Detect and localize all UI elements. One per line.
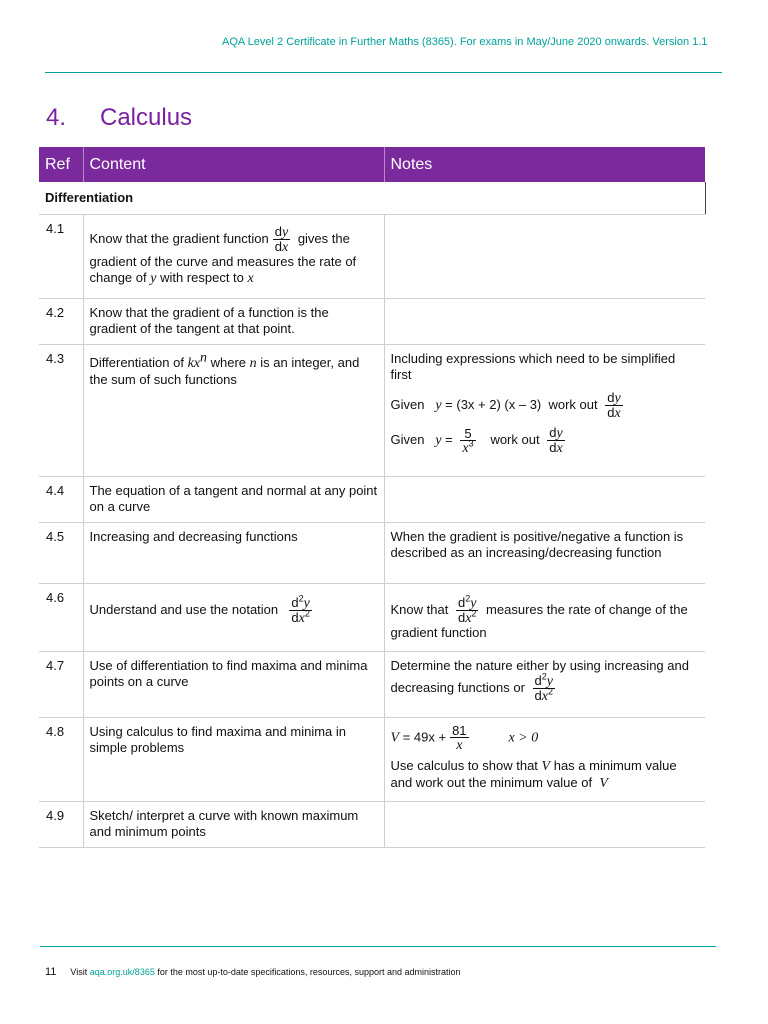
specification-table [39,147,706,848]
row-content: Increasing and decreasing functions [83,523,384,584]
row-content: Sketch/ interpret a curve with known maximum and minimum points [83,802,384,848]
table-subheading-row [39,182,705,215]
footer-link[interactable]: aqa.org.uk/8365 [89,967,155,977]
row-notes: V = 49x + $\frac{81}{x}$ x > 0 Use calculus to show that V has a minimum value and work out the minimum value of V [384,718,705,802]
row-notes [384,477,705,523]
row-ref: 4.7 [39,652,83,718]
row-notes: Know that $\frac{d^2y}{dx^2}$ measures the rate of change of the gradient function [384,584,705,652]
table-row [39,802,705,848]
dy-dx-fraction: $\frac{dy}{dx}$ [274,224,289,255]
footer-text: for the most up-to-date specifications, resources, support and administration [157,967,461,977]
section-number: 4. [46,104,67,131]
header-divider [45,72,722,73]
section-title [46,104,192,132]
footer-visit: Visit [70,967,88,977]
subheading-differentiation: Differentiation [39,182,705,215]
row-ref: 4.4 [39,477,83,523]
header-content: Content [83,147,384,182]
81-over-x-fraction: $\frac{81}{x}$ [452,723,467,753]
row-content: The equation of a tangent and normal at any point on a curve [83,477,384,523]
row-content: Know that the gradient of a function is the gradient of the tangent at that point. [83,299,384,345]
table-row [39,477,705,523]
table-header-row [39,147,705,182]
dy-dx-fraction: $\frac{dy}{dx}$ [607,390,621,421]
table-row [39,345,705,477]
row-notes: When the gradient is positive/negative a function is described as an increasing/decreasing function [384,523,705,584]
row-notes: Determine the nature either by using increasing and decreasing functions or $\frac{d^2y}{dx^2}$ [384,652,705,718]
row-ref: 4.3 [39,345,83,477]
page-footer [45,966,461,978]
header-notes: Notes [384,147,705,182]
row-content: Understand and use the notation $\frac{d^2y}{dx^2}$ [83,584,384,652]
row-content: Using calculus to find maxima and minima in simple problems [83,718,384,802]
row-ref: 4.1 [39,215,83,299]
page-number: 11 [45,966,57,978]
row-ref: 4.9 [39,802,83,848]
d2y-dx2-fraction: $\frac{d^2y}{dx^2}$ [291,593,310,626]
document-header: AQA Level 2 Certificate in Further Maths (8365). For exams in May/June 2020 onwards. Version 1.1 [222,36,708,48]
table-row [39,523,705,584]
table-row [39,215,705,299]
footer-divider [40,946,716,947]
table-row [39,718,705,802]
d2y-dx2-fraction: $\frac{d^2y}{dx^2}$ [534,671,554,704]
row-content: Know that the gradient function $\frac{dy}{dx}$ gives the gradient of the curve and measures the rate of change of y with respect to x [83,215,384,299]
dy-dx-fraction: $\frac{dy}{dx}$ [549,425,563,456]
row-notes [384,215,705,299]
row-ref: 4.5 [39,523,83,584]
table-row [39,299,705,345]
five-over-x-cubed: $\frac{5}{x^3}$ [462,425,474,456]
row-notes [384,802,705,848]
row-ref: 4.6 [39,584,83,652]
row-content: Use of differentiation to find maxima and minima points on a curve [83,652,384,718]
row-notes [384,299,705,345]
row-ref: 4.8 [39,718,83,802]
table-row [39,652,705,718]
header-ref: Ref [39,147,83,182]
row-content: Differentiation of $kx^n$ where n is an integer, and the sum of such functions [83,345,384,477]
row-ref: 4.2 [39,299,83,345]
section-name: Calculus [100,104,193,131]
row-notes: Including expressions which need to be simplified first Given y = (3x + 2) (x – 3) work out $\frac{dy}{dx}$ Given y = $\frac{5}{x^3}$ work out $\frac{dy}{dx}$ [384,345,705,477]
d2y-dx2-fraction: $\frac{d^2y}{dx^2}$ [457,593,477,626]
table-row [39,584,705,652]
